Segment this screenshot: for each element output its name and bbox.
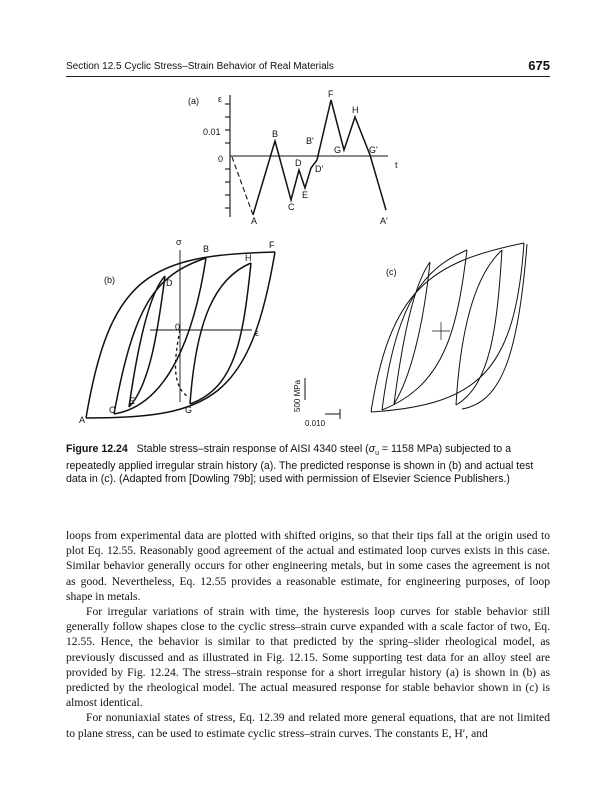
body-text (66, 528, 550, 741)
panel-a-x-label: t (395, 160, 398, 170)
panel-a-label: (a) (188, 96, 199, 106)
point-d: D (295, 158, 302, 168)
point-e: E (302, 190, 309, 200)
loop-point-e: E (129, 396, 136, 406)
paragraph-1: loops from experimental data are plotted with shifted origins, so that their tips fall at the origin used to plot Eq. 12.55. Reasonably good agreement of the actual and estimated loop curves exists in this case. Similar behavior generally occurs for other engineering metals, but in some cases the agreement is not as good. Nevertheless, Eq. 12.55 provides a reasonable estimate, for engineering purposes, of loop shape in metals. (66, 529, 550, 603)
panel-a-tick-0: 0 (218, 154, 224, 164)
loop-point-a: A (79, 415, 86, 425)
panel-c-label: (c) (386, 267, 397, 277)
panel-b-label: (b) (104, 275, 115, 285)
section-title: Section 12.5 Cyclic Stress–Strain Behavior of Real Materials (66, 61, 334, 72)
point-g: G (334, 145, 342, 155)
loop-point-d: D (166, 278, 173, 288)
caption-symbol: σ (368, 443, 376, 455)
point-f: F (328, 89, 334, 99)
panel-a-y-label: ε (218, 94, 223, 104)
caption-text-end: = 1158 MPa) subjected to a repeatedly applied irregular strain history (a). The predicted response is shown in (b) and actual test data in (c). (Adapted from [Dowling 79b]; used with permission of Elsevier Science Publishers.) (66, 443, 534, 486)
panel-b-origin: 0 (175, 322, 181, 332)
point-a: A (251, 216, 258, 226)
point-b-prime: B' (306, 136, 314, 146)
strain-scale-label: 0.010 (305, 419, 326, 428)
point-d-prime: D' (315, 164, 324, 174)
stress-scale-label: 500 MPa (293, 379, 302, 412)
caption-symbol-sub: u (375, 450, 379, 458)
paragraph-3: For nonuniaxial states of stress, Eq. 12.39 and related more general equations, that are not limited to plane stress, can be used to estimate cyclic stress–strain curves. The constants E, H′, and (66, 711, 550, 740)
loop-point-c: C (109, 405, 116, 415)
point-a-prime: A' (380, 216, 388, 226)
point-c: C (288, 202, 295, 212)
panel-a-tick-001: 0.01 (203, 127, 221, 137)
panel-b-y-label: σ (176, 237, 182, 247)
page-number: 675 (528, 58, 550, 73)
loop-point-f: F (269, 240, 275, 250)
point-b: B (272, 129, 279, 139)
caption-text-start: Stable stress–strain response of AISI 4340 steel ( (136, 443, 369, 455)
panel-c-test-data (305, 243, 527, 419)
loop-point-h: H (245, 253, 252, 263)
panel-a-initial-loading (232, 157, 253, 215)
point-g-prime: G' (369, 145, 378, 155)
point-h: H (352, 105, 359, 115)
panel-b-x-label: ε (255, 328, 260, 338)
figure-caption (66, 443, 550, 486)
caption-figure-number: Figure 12.24 (66, 443, 128, 455)
loop-point-g: G (185, 405, 193, 415)
panel-a-strain-path (253, 100, 386, 215)
paragraph-2: For irregular variations of strain with time, the hysteresis loop curves for stable behavior still generally follow shapes close to the cyclic stress–strain curve expanded with a scale factor of two, Eq. 12.55. Hence, the behavior is similar to that predicted by the spring–slider rheological model, as previously discussed and as illustrated in Fig. 12.15. Some supporting test data for an alloy steel are provided by Fig. 12.24. The stress–strain response for a short irregular history (a) is shown in (b) as predicted by the rheological model. The actual measured response for stable behavior shown in (c) is almost identical. (66, 605, 550, 710)
loop-point-b: B (203, 244, 210, 254)
